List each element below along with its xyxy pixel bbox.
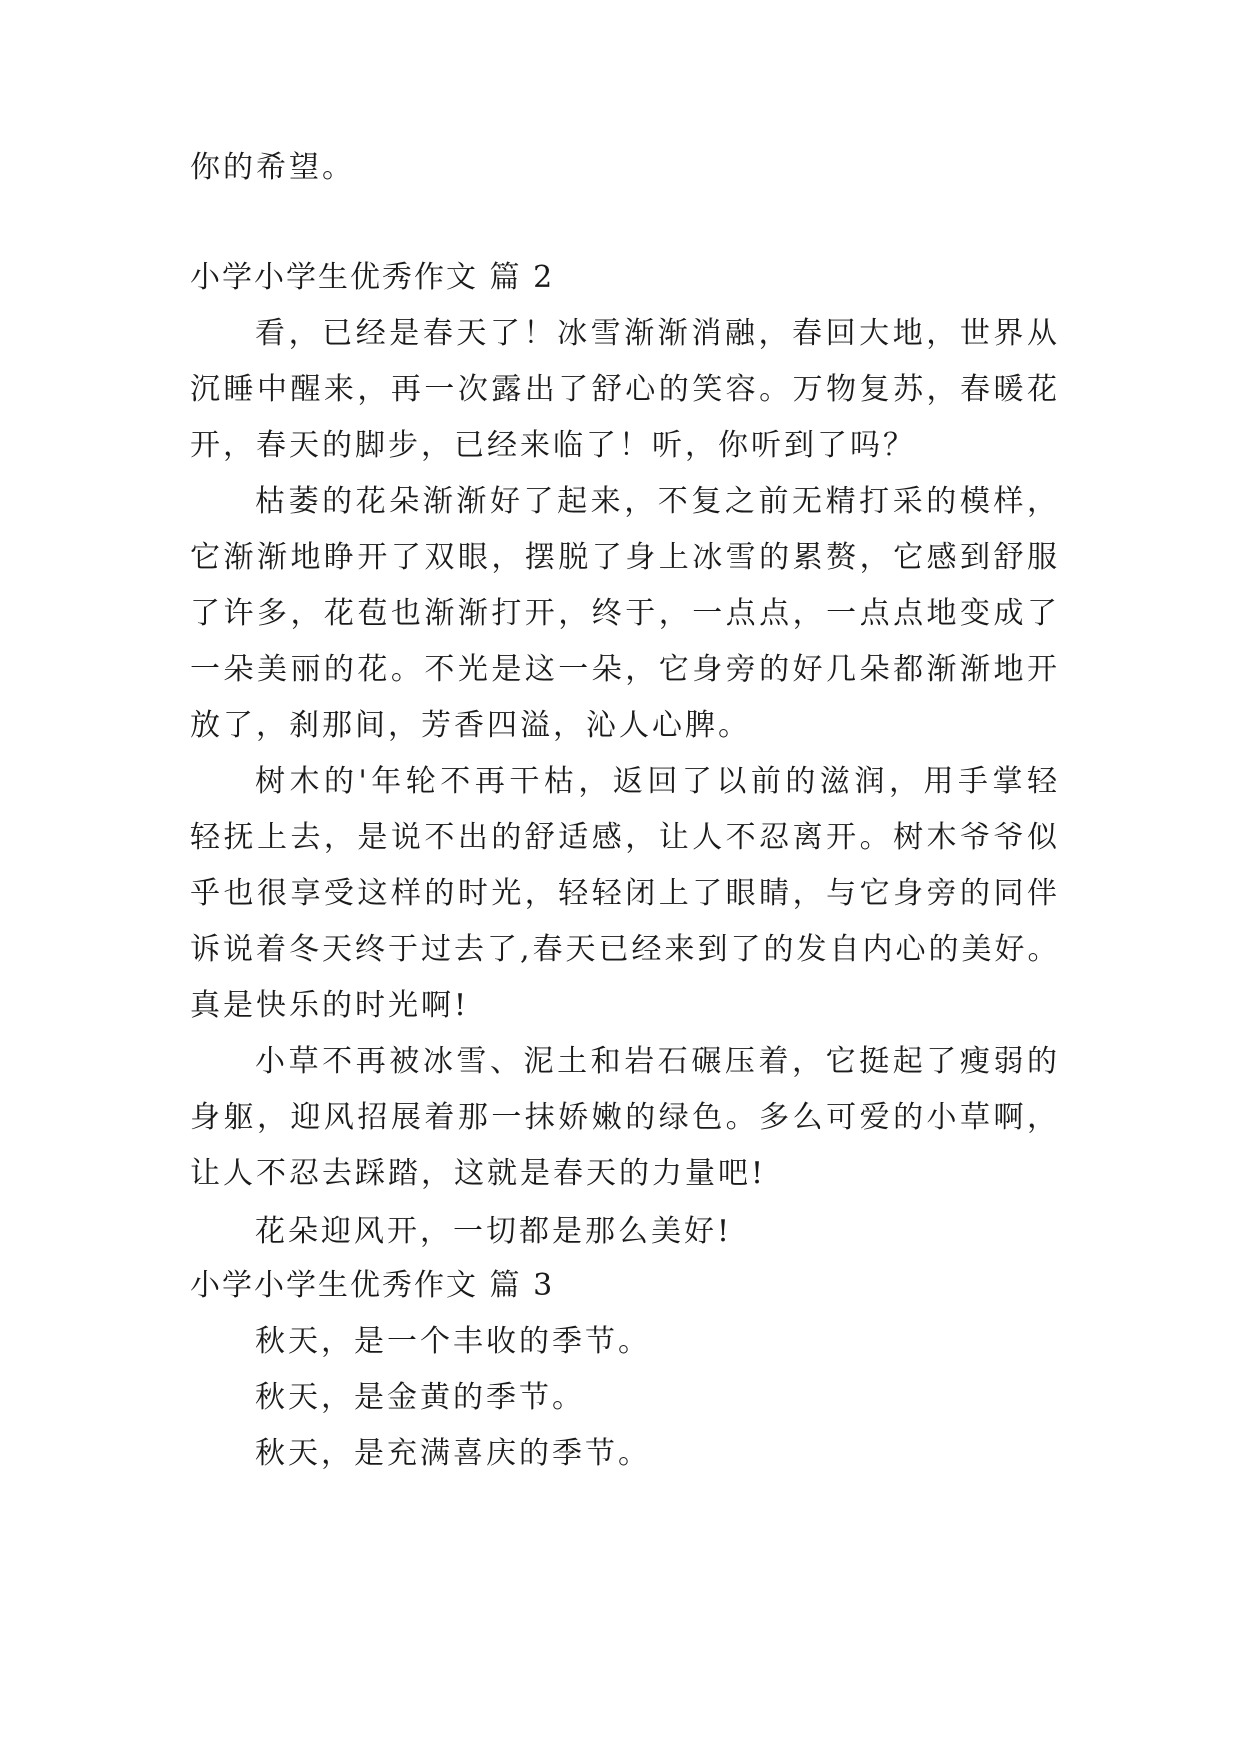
paragraph-line: 让人不忍去踩踏，这就是春天的力量吧! [190, 1156, 767, 1191]
paragraph-line: 看，已经是春天了！冰雪渐渐消融，春回大地，世界从 [255, 316, 1060, 351]
paragraph-line: 花朵迎风开，一切都是那么美好! [255, 1214, 733, 1249]
paragraph-line: 小草不再被冰雪、泥土和岩石碾压着，它挺起了瘦弱的 [255, 1044, 1060, 1079]
paragraph-line: 秋天，是金黄的季节。 [255, 1380, 585, 1415]
paragraph-line: 你的希望。 [190, 150, 355, 185]
section-heading-3: 小学小学生优秀作文 篇 3 [190, 1268, 555, 1303]
paragraph-line: 树木的'年轮不再干枯，返回了以前的滋润，用手掌轻 [255, 764, 1060, 799]
paragraph-line: 一朵美丽的花。不光是这一朵，它身旁的好几朵都渐渐地开 [190, 652, 1060, 687]
paragraph-line: 它渐渐地睁开了双眼，摆脱了身上冰雪的累赘，它感到舒服 [190, 540, 1060, 575]
paragraph-line: 开，春天的脚步，已经来临了！听，你听到了吗？ [190, 428, 916, 463]
paragraph-line: 乎也很享受这样的时光，轻轻闭上了眼睛，与它身旁的同伴 [190, 876, 1060, 911]
paragraph-line: 真是快乐的时光啊! [190, 988, 470, 1023]
paragraph-line: 放了，刹那间，芳香四溢，沁人心脾。 [190, 708, 751, 743]
paragraph-line: 沉睡中醒来，再一次露出了舒心的笑容。万物复苏，春暖花 [190, 372, 1060, 407]
paragraph-line: 轻抚上去，是说不出的舒适感，让人不忍离开。树木爷爷似 [190, 820, 1060, 855]
paragraph-line: 诉说着冬天终于过去了,春天已经来到了的发自内心的美好。 [190, 932, 1061, 967]
paragraph-line: 身躯，迎风招展着那一抹娇嫩的绿色。多么可爱的小草啊， [190, 1100, 1060, 1135]
section-heading-2: 小学小学生优秀作文 篇 2 [190, 260, 555, 295]
paragraph-line: 秋天，是充满喜庆的季节。 [255, 1436, 651, 1471]
paragraph-line: 秋天，是一个丰收的季节。 [255, 1324, 651, 1359]
paragraph-line: 了许多，花苞也渐渐打开，终于，一点点，一点点地变成了 [190, 596, 1060, 631]
paragraph-line: 枯萎的花朵渐渐好了起来，不复之前无精打采的模样， [255, 484, 1060, 519]
